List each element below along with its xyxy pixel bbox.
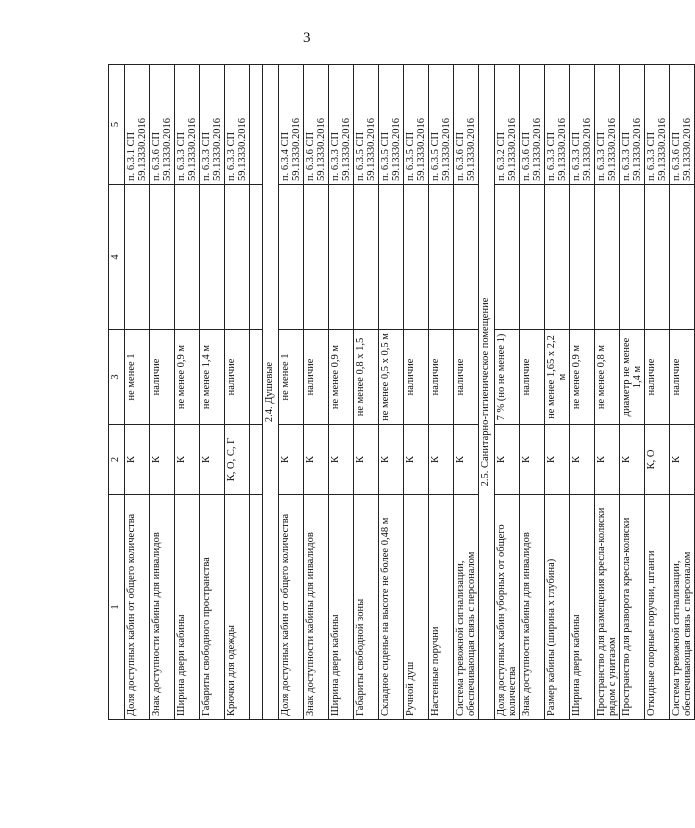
actual-value-cell — [379, 185, 404, 330]
requirement-value-cell: наличие — [225, 330, 250, 425]
requirement-value-cell: не менее 0,5 х 0,5 м — [379, 330, 404, 425]
category-cell: К — [670, 425, 695, 495]
actual-value-cell — [545, 185, 570, 330]
table-row — [429, 65, 454, 720]
table-row — [150, 65, 175, 720]
criterion-name-cell: Пространство для разворота кресла-коляски — [620, 495, 645, 720]
requirement-value-cell: наличие — [454, 330, 479, 425]
actual-value-cell — [404, 185, 429, 330]
regulation-reference-cell: п. 6.3.2 СП 59.13330.2016 — [495, 65, 520, 185]
table-row — [175, 65, 200, 720]
category-cell: К — [304, 425, 329, 495]
column-number: 3 — [109, 330, 125, 425]
criterion-name-cell: Знак доступности кабины для инвалидов — [150, 495, 175, 720]
regulation-reference-cell: п. 6.3.5 СП 59.13330.2016 — [379, 65, 404, 185]
category-cell: К — [175, 425, 200, 495]
table-row — [200, 65, 225, 720]
criterion-name-cell: Ширина двери кабины — [570, 495, 595, 720]
spacer-cell — [250, 330, 263, 425]
table-row — [329, 65, 354, 720]
regulation-reference-cell: п. 6.3.3 СП 59.13330.2016 — [175, 65, 200, 185]
actual-value-cell — [520, 185, 545, 330]
regulation-reference-cell: п. 6.3.5 СП 59.13330.2016 — [404, 65, 429, 185]
criterion-name-cell: Ширина двери кабины — [175, 495, 200, 720]
category-cell: К — [545, 425, 570, 495]
criterion-name-cell: Габариты свободного пространства — [200, 495, 225, 720]
column-number: 5 — [109, 65, 125, 185]
category-cell: К — [454, 425, 479, 495]
regulation-reference-cell: п. 6.3.5 СП 59.13330.2016 — [429, 65, 454, 185]
requirement-value-cell: наличие — [670, 330, 695, 425]
regulation-reference-cell: п. 6.3.5 СП 59.13330.2016 — [354, 65, 379, 185]
criterion-name-cell: Доля доступных кабин уборных от общего количества — [495, 495, 520, 720]
blank-spacer-row — [250, 65, 263, 720]
table-row — [354, 65, 379, 720]
table-row — [645, 65, 670, 720]
requirement-value-cell: не менее 0,8 х 1,5 — [354, 330, 379, 425]
category-cell: К, О — [645, 425, 670, 495]
criterion-name-cell: Система тревожной сигнализации, обеспечивающая связь с персоналом — [670, 495, 695, 720]
regulation-reference-cell: п. 6.3.3 СП 59.13330.2016 — [595, 65, 620, 185]
requirement-value-cell: наличие — [404, 330, 429, 425]
regulation-reference-cell: п. 6.3.3 СП 59.13330.2016 — [225, 65, 250, 185]
requirement-value-cell: не менее 1 — [125, 330, 150, 425]
requirement-value-cell: не менее 0,8 м — [595, 330, 620, 425]
actual-value-cell — [570, 185, 595, 330]
criterion-name-cell: Ручной душ — [404, 495, 429, 720]
category-cell: К — [329, 425, 354, 495]
requirement-value-cell: диаметр не менее 1,4 м — [620, 330, 645, 425]
category-cell: К — [150, 425, 175, 495]
spacer-cell — [250, 495, 263, 720]
spacer-cell — [250, 185, 263, 330]
criterion-name-cell: Откидные опорные поручни, штанги — [645, 495, 670, 720]
requirement-value-cell: не менее 0,9 м — [329, 330, 354, 425]
regulation-reference-cell: п. 6.3.4 СП 59.13330.2016 — [279, 65, 304, 185]
actual-value-cell — [150, 185, 175, 330]
actual-value-cell — [279, 185, 304, 330]
table-row — [279, 65, 304, 720]
table-row — [379, 65, 404, 720]
criterion-name-cell: Габариты свободной зоны — [354, 495, 379, 720]
criterion-name-cell: Доля доступных кабин от общего количества — [279, 495, 304, 720]
category-cell: К — [125, 425, 150, 495]
actual-value-cell — [125, 185, 150, 330]
regulation-reference-cell: п. 6.3.3 СП 59.13330.2016 — [200, 65, 225, 185]
category-cell: К — [404, 425, 429, 495]
section-title-row — [263, 65, 279, 720]
regulation-reference-cell: п. 6.3.6 СП 59.13330.2016 — [304, 65, 329, 185]
actual-value-cell — [495, 185, 520, 330]
regulation-reference-cell: п. 6.3.6 СП 59.13330.2016 — [454, 65, 479, 185]
criterion-name-cell: Знак доступности кабины для инвалидов — [520, 495, 545, 720]
category-cell: К, О, С, Г — [225, 425, 250, 495]
category-cell: К — [570, 425, 595, 495]
requirement-value-cell: наличие — [150, 330, 175, 425]
regulation-reference-cell: п. 6.3.3 СП 59.13330.2016 — [545, 65, 570, 185]
actual-value-cell — [429, 185, 454, 330]
category-cell: К — [429, 425, 454, 495]
column-number-row — [109, 65, 125, 720]
regulation-reference-cell: п. 6.3.3 СП 59.13330.2016 — [645, 65, 670, 185]
category-cell: К — [200, 425, 225, 495]
column-number: 4 — [109, 185, 125, 330]
spacer-cell — [250, 65, 263, 185]
requirement-value-cell: не менее 1,65 х 2,2 м — [545, 330, 570, 425]
table-row — [404, 65, 429, 720]
requirement-value-cell: 7 % (но не менее 1) — [495, 330, 520, 425]
requirement-value-cell: не менее 1,4 м — [200, 330, 225, 425]
requirement-value-cell: не менее 0,9 м — [175, 330, 200, 425]
requirement-value-cell: наличие — [429, 330, 454, 425]
table-row — [520, 65, 545, 720]
regulation-reference-cell: п. 6.3.6 СП 59.13330.2016 — [150, 65, 175, 185]
table-row — [454, 65, 479, 720]
criterion-name-cell: Пространство для размещения кресла-коляски рядом с унитазом — [595, 495, 620, 720]
actual-value-cell — [225, 185, 250, 330]
category-cell: К — [595, 425, 620, 495]
criterion-name-cell: Размер кабины (ширина х глубина) — [545, 495, 570, 720]
column-number: 2 — [109, 425, 125, 495]
requirement-value-cell: не менее 1 — [279, 330, 304, 425]
table-row — [125, 65, 150, 720]
regulation-reference-cell: п. 6.3.3 СП 59.13330.2016 — [570, 65, 595, 185]
criterion-name-cell: Система тревожной сигнализации, обеспечивающая связь с персоналом — [454, 495, 479, 720]
regulation-reference-cell: п. 6.3.1 СП 59.13330.2016 — [125, 65, 150, 185]
actual-value-cell — [200, 185, 225, 330]
criterion-name-cell: Знак доступности кабины для инвалидов — [304, 495, 329, 720]
criterion-name-cell: Настенные поручни — [429, 495, 454, 720]
actual-value-cell — [329, 185, 354, 330]
table-row — [595, 65, 620, 720]
regulation-reference-cell: п. 6.3.6 СП 59.13330.2016 — [520, 65, 545, 185]
actual-value-cell — [595, 185, 620, 330]
criterion-name-cell: Доля доступных кабин от общего количества — [125, 495, 150, 720]
table-row — [620, 65, 645, 720]
column-number: 1 — [109, 495, 125, 720]
table-row — [495, 65, 520, 720]
requirement-value-cell: не менее 0,9 м — [570, 330, 595, 425]
actual-value-cell — [620, 185, 645, 330]
table-row — [225, 65, 250, 720]
category-cell: К — [495, 425, 520, 495]
table-row — [570, 65, 595, 720]
actual-value-cell — [454, 185, 479, 330]
table-row — [304, 65, 329, 720]
regulation-reference-cell: п. 6.3.3 СП 59.13330.2016 — [329, 65, 354, 185]
category-cell: К — [620, 425, 645, 495]
criterion-name-cell: Складное сиденье на высоте не более 0,48 м — [379, 495, 404, 720]
section-title-row — [479, 65, 495, 720]
category-cell: К — [354, 425, 379, 495]
table-row — [545, 65, 570, 720]
page-number: 3 — [303, 30, 311, 46]
actual-value-cell — [175, 185, 200, 330]
requirement-value-cell: наличие — [520, 330, 545, 425]
requirement-value-cell: наличие — [304, 330, 329, 425]
requirements-table — [108, 64, 695, 720]
regulation-reference-cell: п. 6.3.3 СП 59.13330.2016 — [620, 65, 645, 185]
requirement-value-cell: наличие — [645, 330, 670, 425]
regulation-reference-cell: п. 6.3.6 СП 59.13330.2016 — [670, 65, 695, 185]
spacer-cell — [250, 425, 263, 495]
criterion-name-cell: Крючки для одежды — [225, 495, 250, 720]
criterion-name-cell: Ширина двери кабины — [329, 495, 354, 720]
section-title: 2.4. Душевые — [263, 65, 279, 720]
rotated-table-container — [108, 65, 693, 720]
actual-value-cell — [670, 185, 695, 330]
category-cell: К — [379, 425, 404, 495]
actual-value-cell — [354, 185, 379, 330]
actual-value-cell — [304, 185, 329, 330]
table-row — [670, 65, 695, 720]
category-cell: К — [279, 425, 304, 495]
category-cell: К — [520, 425, 545, 495]
actual-value-cell — [645, 185, 670, 330]
section-title: 2.5. Санитарно-гигиеническое помещение — [479, 65, 495, 720]
